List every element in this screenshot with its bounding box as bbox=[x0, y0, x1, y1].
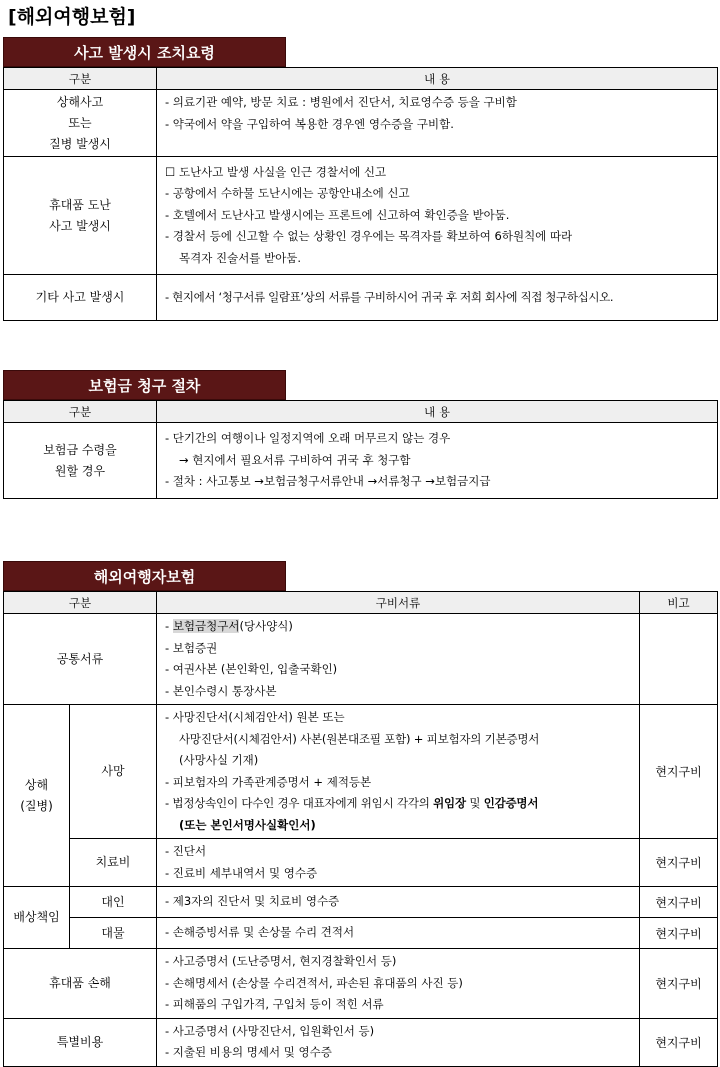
page-title: [해외여행보험] bbox=[8, 6, 136, 28]
row-category: 휴대품 도난 사고 발생시 bbox=[4, 157, 157, 275]
row-note: 현지구비 bbox=[640, 918, 718, 949]
row-category: 특별비용 bbox=[4, 1018, 157, 1066]
row-category-liability: 배상책임 bbox=[4, 887, 70, 949]
row-content: - 손해증빙서류 및 손상물 수리 견적서 bbox=[157, 918, 640, 949]
section-claim-procedure bbox=[3, 370, 717, 499]
row-subcategory: 대인 bbox=[70, 887, 157, 918]
table-row-liability-property bbox=[4, 918, 718, 949]
row-content: - 의료기관 예약, 방문 치료 : 병원에서 진단서, 치료영수증 등을 구비함 - 약국에서 약을 구입하여 복용한 경우엔 영수증을 구비함. bbox=[157, 90, 718, 157]
row-note: 현지구비 bbox=[640, 887, 718, 918]
row-content: - 사고증명서 (도난증명서, 현지경찰확인서 등) - 손해명세서 (손상물 수리견적서, 파손된 휴대품의 사진 등) - 피해품의 구입가격, 구입처 등이 적힌 서류 bbox=[157, 949, 640, 1019]
column-header-category: 구분 bbox=[4, 68, 157, 90]
table-row-baggage bbox=[4, 949, 718, 1019]
row-note bbox=[640, 614, 718, 705]
section-travel-insurance bbox=[3, 561, 717, 1067]
table-row-liability-person bbox=[4, 887, 718, 918]
section-accident-procedure bbox=[3, 37, 717, 321]
table-row bbox=[4, 157, 718, 275]
table-row-death bbox=[4, 705, 718, 839]
claim-procedure-table bbox=[3, 400, 718, 499]
row-content: - 사망진단서(시체검안서) 원본 또는 사망진단서(시체검안서) 사본(원본대조필 포함) + 피보험자의 기본증명서 (사망사실 기재) - 피보험자의 가족관계증명서 + 제적등본 - 법정상속인이 다수인 경우 대표자에게 위임시 각각의 위임장 및 인감증명서 (또는 본인서명사실확인서) bbox=[157, 705, 640, 839]
table-row-common bbox=[4, 614, 718, 705]
row-content: - 사고증명서 (사망진단서, 입원확인서 등) - 지출된 비용의 명세서 및 영수증 bbox=[157, 1018, 640, 1066]
column-header-note: 비고 bbox=[640, 592, 718, 614]
column-header-documents: 구비서류 bbox=[157, 592, 640, 614]
row-subcategory: 치료비 bbox=[70, 839, 157, 887]
column-header-category: 구분 bbox=[4, 401, 157, 423]
column-header-content: 내 용 bbox=[157, 68, 718, 90]
table-row bbox=[4, 90, 718, 157]
column-header-category: 구분 bbox=[4, 592, 157, 614]
column-header-content: 내 용 bbox=[157, 401, 718, 423]
row-content: - 보험금청구서(당사양식) - 보험증권 - 여권사본 (본인확인, 입출국확인) - 본인수령시 통장사본 bbox=[157, 614, 640, 705]
row-content: - 단기간의 여행이나 일정지역에 오래 머무르지 않는 경우 → 현지에서 필요서류 구비하여 귀국 후 청구함 - 절차 : 사고통보 →보험금청구서류안내 →서류청구 →보험금지급 bbox=[157, 423, 718, 499]
row-category: 휴대품 손해 bbox=[4, 949, 157, 1019]
row-subcategory: 대물 bbox=[70, 918, 157, 949]
table-row-special bbox=[4, 1018, 718, 1066]
row-note: 현지구비 bbox=[640, 705, 718, 839]
row-subcategory: 사망 bbox=[70, 705, 157, 839]
required-documents-table bbox=[3, 591, 718, 1067]
row-content: ☐ 도난사고 발생 사실을 인근 경찰서에 신고 - 공항에서 수하물 도난시에는 공항안내소에 신고 - 호텔에서 도난사고 발생시에는 프론트에 신고하여 확인증을 받아둠. - 경찰서 등에 신고할 수 없는 상황인 경우에는 목격자를 확보하여 6하원칙에 따라 목격자 진술서를 받아둠. bbox=[157, 157, 718, 275]
section-header: 보험금 청구 절차 bbox=[3, 370, 286, 400]
row-content: - 진단서 - 진료비 세부내역서 및 영수증 bbox=[157, 839, 640, 887]
row-category: 공통서류 bbox=[4, 614, 157, 705]
section-header: 사고 발생시 조치요령 bbox=[3, 37, 286, 67]
section-header: 해외여행자보험 bbox=[3, 561, 286, 591]
table-row bbox=[4, 423, 718, 499]
row-content: - 제3자의 진단서 및 치료비 영수증 bbox=[157, 887, 640, 918]
row-category: 상해사고 또는 질병 발생시 bbox=[4, 90, 157, 157]
accident-procedure-table bbox=[3, 67, 718, 321]
row-category-injury: 상해 (질병) bbox=[4, 705, 70, 887]
row-note: 현지구비 bbox=[640, 839, 718, 887]
table-row bbox=[4, 275, 718, 321]
row-category: 보험금 수령을 원할 경우 bbox=[4, 423, 157, 499]
row-note: 현지구비 bbox=[640, 949, 718, 1019]
row-note: 현지구비 bbox=[640, 1018, 718, 1066]
table-row-treatment bbox=[4, 839, 718, 887]
row-content: - 현지에서 ‘청구서류 일람표’상의 서류를 구비하시어 귀국 후 저희 회사에 직접 청구하십시오. bbox=[157, 275, 718, 321]
row-category: 기타 사고 발생시 bbox=[4, 275, 157, 321]
